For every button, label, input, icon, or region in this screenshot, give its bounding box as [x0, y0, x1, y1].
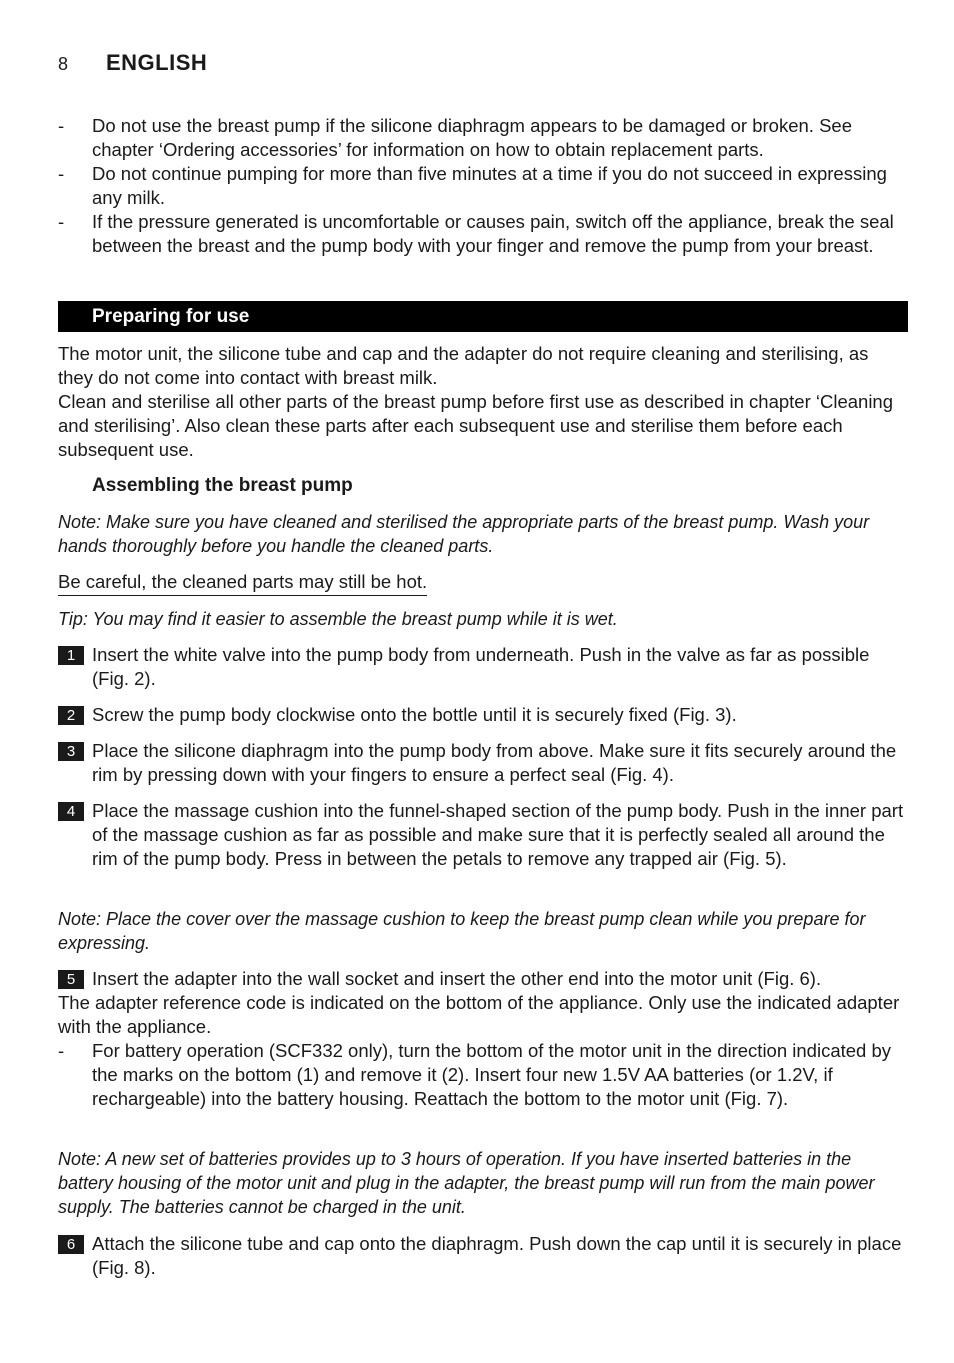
step-6: [58, 1232, 908, 1280]
step-text: Screw the pump body clockwise onto the bottle until it is securely fixed (Fig. 3).: [92, 704, 737, 725]
bullet-text: For battery operation (SCF332 only), turn the bottom of the motor unit in the direction indicated by the marks on the bottom (1) and remove it (2). Insert four new 1.5V AA batteries (or 1.2V, if rechargeable) into the battery housing. Reattach the bottom to the motor unit (Fig. 7).: [92, 1040, 892, 1109]
note-cleaned-parts: Note: Make sure you have cleaned and sterilised the appropriate parts of the breast pump. Wash your hands thoroughly before you handle the cleaned parts.: [58, 512, 870, 556]
bullet-dash: -: [58, 115, 65, 136]
note-batteries: Note: A new set of batteries provides up to 3 hours of operation. If you have inserted batteries in the battery housing of the motor unit and plug in the adapter, the breast pump will run from the main power supply. The batteries cannot be charged in the unit.: [58, 1149, 875, 1217]
step-text: Attach the silicone tube and cap onto the diaphragm. Push down the cap until it is securely in place (Fig. 8).: [92, 1233, 902, 1278]
bullet-dash: -: [58, 211, 65, 232]
bullet-dash: -: [58, 163, 65, 184]
paragraph-adapter-info: The adapter reference code is indicated on the bottom of the appliance. Only use the indicated adapter with the appliance.: [58, 992, 900, 1037]
step-number-badge: 5: [58, 970, 84, 989]
bullet-dash: -: [58, 1040, 65, 1061]
step-number-badge: 1: [58, 646, 84, 665]
step-text: Insert the adapter into the wall socket and insert the other end into the motor unit (Fig. 6).: [92, 968, 822, 989]
bullet-item: [58, 114, 908, 162]
bullet-text: Do not continue pumping for more than five minutes at a time if you do not succeed in expressing any milk.: [92, 163, 887, 208]
bullet-item: [58, 162, 908, 210]
bullet-item: [58, 210, 908, 258]
subheading-assembling: Assembling the breast pump: [92, 475, 353, 496]
page-number: 8: [58, 54, 69, 74]
bullet-text: If the pressure generated is uncomfortable or causes pain, switch off the appliance, break the seal between the breast and the pump body with your finger and remove the pump from your breast.: [92, 211, 894, 256]
step-text: Place the silicone diaphragm into the pump body from above. Make sure it fits securely around the rim by pressing down with your fingers to ensure a perfect seal (Fig. 4).: [92, 740, 897, 785]
step-1: [58, 643, 908, 691]
step-3: [58, 739, 908, 787]
step-number-badge: 2: [58, 706, 84, 725]
step-number-badge: 6: [58, 1235, 84, 1254]
language-heading: ENGLISH: [106, 50, 208, 75]
step-number-badge: 4: [58, 802, 84, 821]
step-4: [58, 799, 908, 871]
step-text: Insert the white valve into the pump body from underneath. Push in the valve as far as possible (Fig. 2).: [92, 644, 870, 689]
tip-wet-assembly: Tip: You may find it easier to assemble the breast pump while it is wet.: [58, 609, 618, 629]
bullet-text: Do not use the breast pump if the silicone diaphragm appears to be damaged or broken. See chapter ‘Ordering accessories’ for information on how to obtain replacement parts.: [92, 115, 852, 160]
paragraph-motor-unit: The motor unit, the silicone tube and cap and the adapter do not require cleaning and sterilising, as they do not come into contact with breast milk.: [58, 343, 869, 388]
note-cover: Note: Place the cover over the massage cushion to keep the breast pump clean while you prepare for expressing.: [58, 909, 866, 953]
bullet-battery: [58, 1039, 908, 1111]
step-number-badge: 3: [58, 742, 84, 761]
step-text: Place the massage cushion into the funnel-shaped section of the pump body. Push in the inner part of the massage cushion as far as possible and make sure that it is perfectly sealed all around the rim of the pump body. Press in between the petals to remove any trapped air (Fig. 5).: [92, 800, 904, 869]
caution-hot-parts: Be careful, the cleaned parts may still be hot.: [58, 570, 427, 596]
step-5: [58, 967, 908, 991]
page-header: [58, 50, 207, 78]
step-2: [58, 703, 908, 727]
paragraph-clean-sterilise: Clean and sterilise all other parts of the breast pump before first use as described in chapter ‘Cleaning and sterilising’. Also clean these parts after each subsequent use and sterilise them before each subsequent use.: [58, 391, 894, 460]
section-heading-preparing: Preparing for use: [58, 301, 908, 332]
